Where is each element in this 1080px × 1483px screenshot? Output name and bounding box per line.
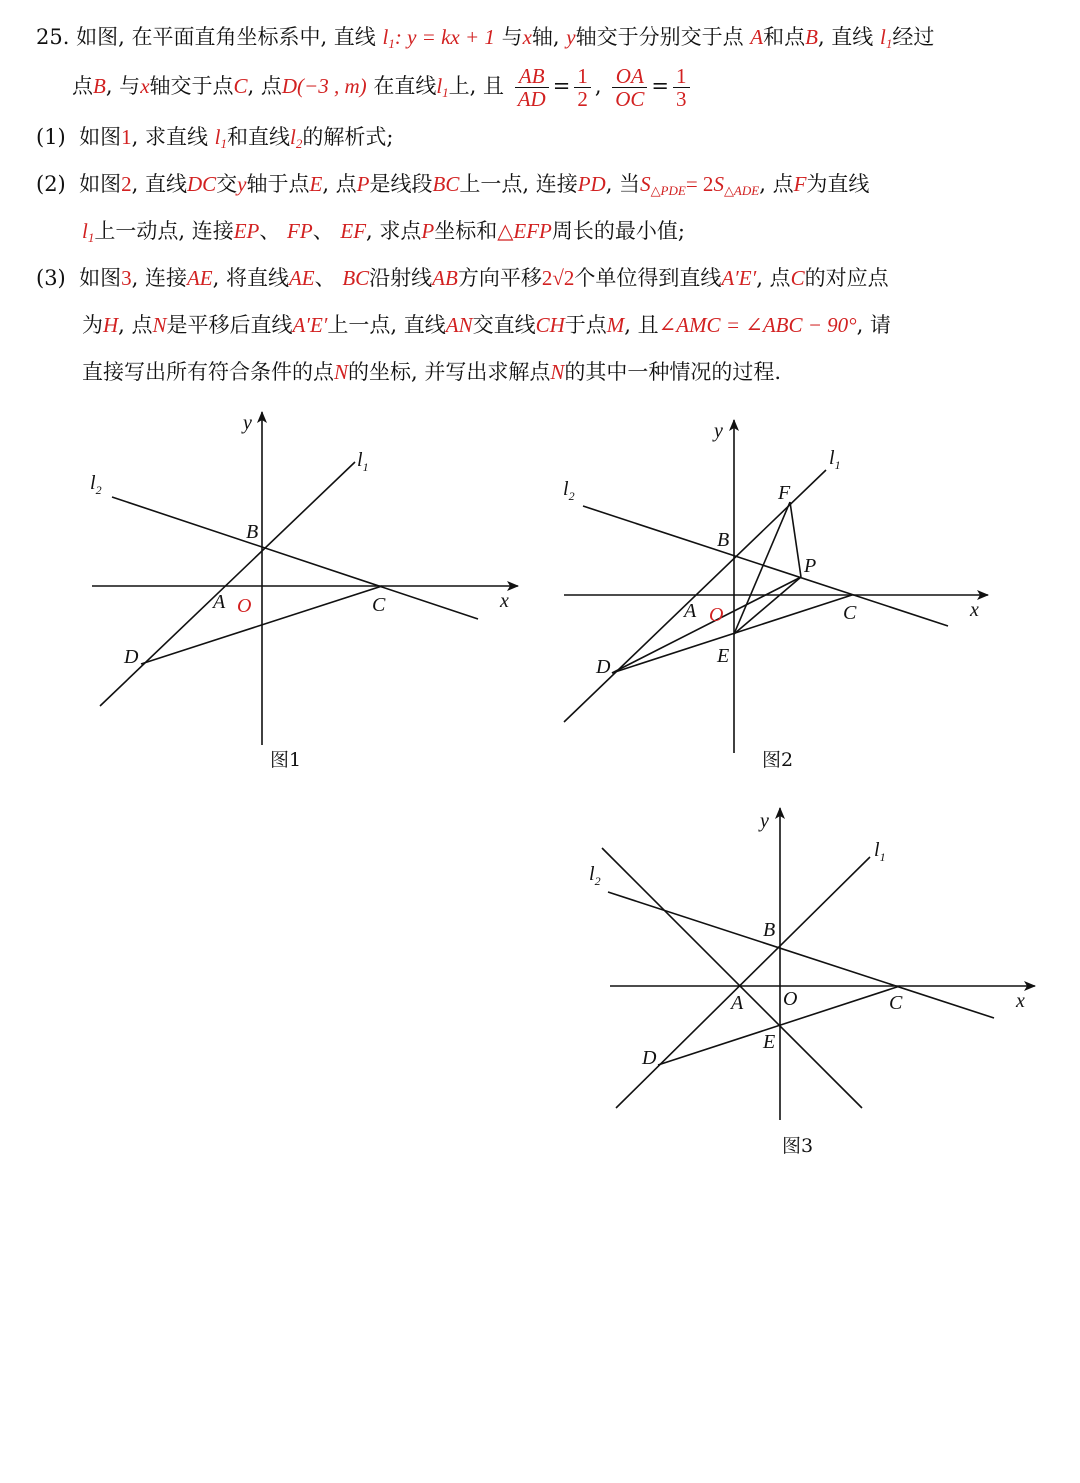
text-segment: , 与 bbox=[105, 74, 141, 98]
text-segment: 的解析式; bbox=[302, 125, 394, 149]
equals-sign: = bbox=[552, 74, 571, 98]
segment-BC: BC bbox=[432, 172, 460, 196]
point-B-label: B bbox=[763, 919, 776, 941]
segment-FP bbox=[790, 502, 801, 577]
y-axis-label: y bbox=[714, 420, 723, 442]
point-C: C bbox=[233, 74, 248, 98]
point-E-label: E bbox=[717, 645, 730, 667]
point-C-label: C bbox=[889, 992, 903, 1014]
y-axis-symbol: y bbox=[237, 172, 247, 196]
text-segment: 与 bbox=[501, 25, 523, 49]
line-l1 bbox=[616, 857, 870, 1108]
text-segment: 为直线 bbox=[806, 172, 870, 196]
text-segment: 如图 bbox=[79, 125, 122, 149]
line-AE-prime: A′E′ bbox=[721, 266, 757, 290]
segment-PD: PD bbox=[577, 172, 606, 196]
text-segment: 如图 bbox=[79, 172, 122, 196]
text-segment: , 直线 bbox=[131, 172, 187, 196]
separator: 、 bbox=[314, 266, 336, 290]
figure-ref: 2 bbox=[121, 172, 132, 196]
text-segment: , 连接 bbox=[131, 266, 187, 290]
figure-ref: 3 bbox=[121, 266, 132, 290]
line-l1-label: $l_1$ bbox=[214, 125, 227, 151]
point-C: C bbox=[790, 266, 805, 290]
text-segment: 为 bbox=[82, 313, 103, 337]
text-segment: , 点 bbox=[247, 74, 282, 98]
text-segment: 的其中一种情况的过程. bbox=[564, 360, 782, 384]
comma: , bbox=[594, 74, 602, 98]
l2-label: $l_2$ bbox=[90, 472, 102, 497]
line-CH: CH bbox=[535, 313, 565, 337]
point-P: P bbox=[421, 219, 435, 243]
line-l1 bbox=[100, 462, 355, 706]
point-N: N bbox=[550, 360, 565, 384]
segment-DC bbox=[612, 595, 852, 673]
point-E: E bbox=[309, 172, 323, 196]
text-segment: 上一点, 连接 bbox=[459, 172, 578, 196]
point-N: N bbox=[152, 313, 167, 337]
text-segment: 的坐标, 并写出求解点 bbox=[348, 360, 551, 384]
fraction-oa-oc: $\frac{OA}{OC}$ bbox=[612, 65, 647, 110]
fraction-one-half: $\frac{1}{2}$ bbox=[574, 65, 591, 110]
text-segment: , 请 bbox=[856, 313, 891, 337]
segment-AE: AE bbox=[186, 266, 213, 290]
figure-ref: 1 bbox=[121, 125, 132, 149]
segment-DC bbox=[658, 986, 900, 1065]
x-axis-symbol: x bbox=[140, 74, 150, 98]
segment-BC: BC bbox=[342, 266, 370, 290]
text-segment: 轴于点 bbox=[246, 172, 310, 196]
segment-FP: FP bbox=[287, 219, 313, 243]
text-segment: , 直线 bbox=[817, 25, 874, 49]
triangle-EFP: △EFP bbox=[497, 219, 552, 243]
point-A-label: A bbox=[731, 992, 744, 1014]
text-segment: , 将直线 bbox=[212, 266, 289, 290]
figure-3-caption: 图3 bbox=[782, 1135, 814, 1157]
line-l1-label: $l_1$ bbox=[880, 25, 893, 51]
text-segment: 如图 bbox=[79, 266, 122, 290]
text-segment: 点 bbox=[72, 74, 93, 98]
segment-EF bbox=[734, 502, 790, 634]
area-pde: $S_{\triangle PDE}$ bbox=[640, 172, 686, 198]
text-segment: 交直线 bbox=[472, 313, 536, 337]
text-segment: , 点 bbox=[756, 266, 791, 290]
point-A: A bbox=[750, 25, 764, 49]
origin-label: O bbox=[237, 595, 252, 617]
text-segment: 的对应点 bbox=[804, 266, 889, 290]
line-l2-label: $l_2$ bbox=[290, 125, 303, 151]
line-l2 bbox=[112, 497, 478, 619]
x-axis-label: x bbox=[1016, 990, 1025, 1012]
point-N: N bbox=[334, 360, 349, 384]
x-axis-label: x bbox=[970, 599, 979, 621]
area-ade: $S_{\triangle ADE}$ bbox=[713, 172, 760, 198]
y-axis-label: y bbox=[243, 412, 252, 434]
equals-sign: = bbox=[651, 74, 669, 98]
text-segment: 坐标和 bbox=[434, 219, 498, 243]
shift-distance: 2√2 bbox=[541, 266, 575, 290]
origin-label: O bbox=[783, 988, 798, 1010]
problem-number: 25. bbox=[36, 25, 70, 49]
text-segment: 个单位得到直线 bbox=[574, 266, 722, 290]
text-segment: 上一点, 直线 bbox=[327, 313, 446, 337]
point-E-label: E bbox=[763, 1031, 776, 1053]
y-axis-label: y bbox=[760, 810, 769, 832]
point-D: D(−3 , m) bbox=[281, 74, 367, 98]
segment-DC: DC bbox=[186, 172, 217, 196]
l2-label: $l_2$ bbox=[563, 478, 575, 503]
y-axis-symbol: y bbox=[566, 25, 576, 49]
text-segment: 是平移后直线 bbox=[166, 313, 293, 337]
text-segment: 如图, 在平面直角坐标系中, 直线 bbox=[76, 25, 376, 49]
figure-1-caption: 图1 bbox=[270, 749, 302, 771]
line-l1-label: $l_1$ bbox=[382, 25, 395, 51]
point-C-label: C bbox=[372, 594, 386, 616]
text-segment: 方向平移 bbox=[457, 266, 542, 290]
text-segment: 和直线 bbox=[227, 125, 290, 149]
point-H: H bbox=[103, 313, 119, 337]
text-segment: 轴交于分别交于点 bbox=[575, 25, 744, 49]
point-B: B bbox=[93, 74, 106, 98]
point-M: M bbox=[606, 313, 625, 337]
separator: 、 bbox=[312, 219, 334, 243]
figure-3 bbox=[589, 808, 1035, 1157]
point-B-label: B bbox=[246, 521, 259, 543]
point-P-label: P bbox=[804, 555, 817, 577]
line-AE-prime: A′E′ bbox=[292, 313, 328, 337]
x-axis-label: x bbox=[500, 590, 509, 612]
x-axis-symbol: x bbox=[522, 25, 532, 49]
text-segment: 轴, bbox=[531, 25, 560, 49]
segment-EP: EP bbox=[233, 219, 260, 243]
figure-2-caption: 图2 bbox=[762, 749, 794, 771]
point-D-label: D bbox=[596, 656, 611, 678]
separator: 、 bbox=[259, 219, 281, 243]
l1-label: $l_1$ bbox=[829, 447, 841, 472]
ray-AB: AB bbox=[432, 266, 458, 290]
text-segment: 经过 bbox=[892, 25, 935, 49]
text-segment: 上一动点, 连接 bbox=[94, 219, 234, 243]
area-equation: = 2 bbox=[685, 172, 714, 196]
line-AE bbox=[602, 848, 862, 1108]
point-P: P bbox=[356, 172, 370, 196]
text-segment: 周长的最小值; bbox=[551, 219, 685, 243]
text-segment: 是线段 bbox=[369, 172, 433, 196]
text-segment: , 求直线 bbox=[131, 125, 208, 149]
line-l1-label: $l_1$ bbox=[82, 219, 95, 245]
text-segment: 轴交于点 bbox=[149, 74, 234, 98]
segment-AE: AE bbox=[288, 266, 315, 290]
fraction-one-third: $\frac{1}{3}$ bbox=[673, 65, 690, 110]
question-label: (3) bbox=[36, 266, 66, 290]
text-segment: , 点 bbox=[759, 172, 794, 196]
point-D-label: D bbox=[124, 646, 139, 668]
point-F: F bbox=[793, 172, 807, 196]
line-AN: AN bbox=[445, 313, 473, 337]
l1-equation: : y = kx + 1 bbox=[394, 25, 495, 49]
text-segment: , 点 bbox=[322, 172, 357, 196]
text-segment: , 且 bbox=[624, 313, 659, 337]
origin-label: O bbox=[709, 604, 724, 626]
line-l1-label: $l_1$ bbox=[436, 74, 449, 100]
text-segment: , 点 bbox=[118, 313, 153, 337]
fraction-ab-ad: $\frac{AB}{AD}$ bbox=[515, 65, 549, 110]
point-A-label: A bbox=[684, 600, 697, 622]
question-label: (1) bbox=[36, 125, 66, 149]
text-segment: 直接写出所有符合条件的点 bbox=[82, 360, 334, 384]
point-F-label: F bbox=[778, 482, 791, 504]
segment-EF: EF bbox=[340, 219, 367, 243]
point-B: B bbox=[805, 25, 818, 49]
point-A-label: A bbox=[213, 591, 226, 613]
l1-label: $l_1$ bbox=[874, 839, 886, 864]
text-segment: 交 bbox=[216, 172, 238, 196]
angle-condition: ∠AMC = ∠ABC − 90° bbox=[658, 313, 857, 337]
segment-DP bbox=[612, 577, 801, 673]
l1-label: $l_1$ bbox=[357, 449, 369, 474]
question-label: (2) bbox=[36, 172, 66, 196]
text-segment: 于点 bbox=[564, 313, 607, 337]
figure-1 bbox=[90, 412, 518, 771]
text-segment: 沿射线 bbox=[369, 266, 433, 290]
figure-2 bbox=[563, 420, 988, 771]
text-segment: , 求点 bbox=[366, 219, 422, 243]
text-segment: , 当 bbox=[605, 172, 641, 196]
point-C-label: C bbox=[843, 602, 857, 624]
l2-label: $l_2$ bbox=[589, 863, 601, 888]
text-segment: 和点 bbox=[763, 25, 806, 49]
point-D-label: D bbox=[642, 1047, 657, 1069]
text-segment: 上, 且 bbox=[448, 74, 505, 98]
text-segment: 在直线 bbox=[373, 74, 437, 98]
point-B-label: B bbox=[717, 529, 730, 551]
